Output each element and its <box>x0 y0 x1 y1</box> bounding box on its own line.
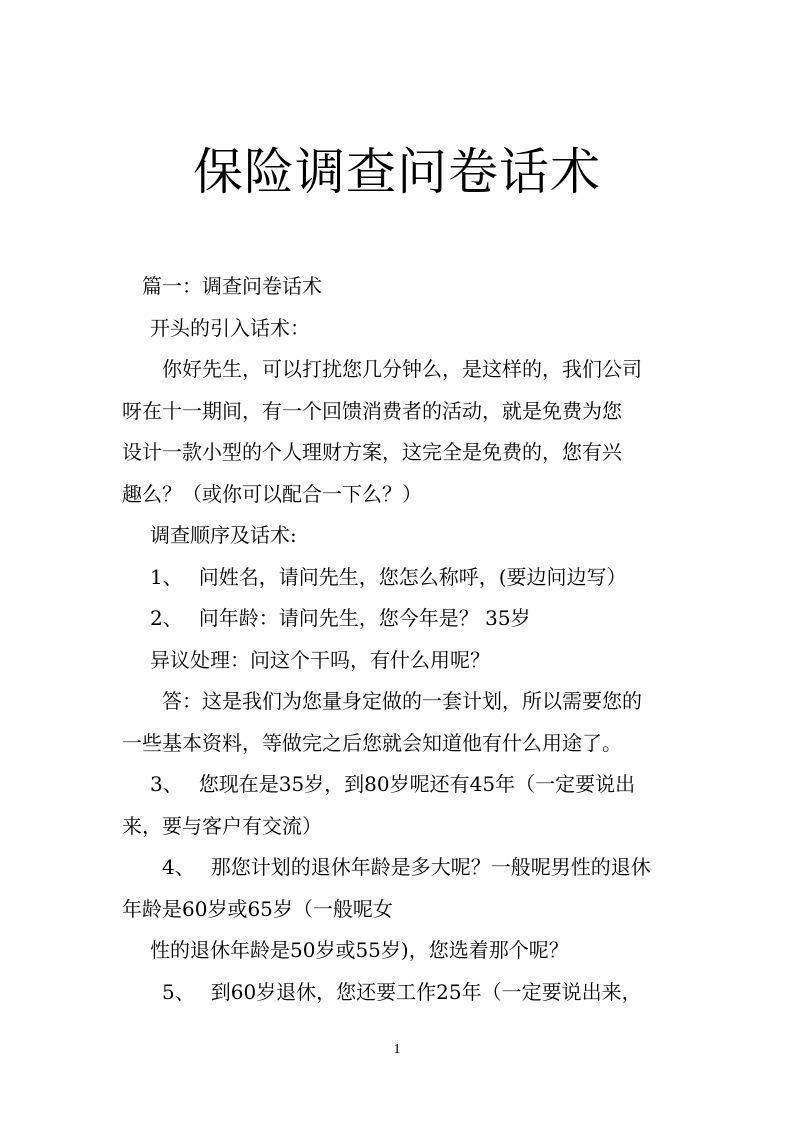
intro-paragraph-line: 呀在十一期间，有一个回馈消费者的活动，就是免费为您 <box>122 398 622 423</box>
objection-line: 异议处理：问这个干吗，有什么用呢？ <box>150 647 490 672</box>
section-heading: 篇一：调查问卷话术 <box>142 274 322 298</box>
question-text: 问姓名，请问先生，您怎么称呼，(要边问边写） <box>198 564 627 589</box>
question-text: 问年龄：请问先生，您今年是？ 35岁 <box>198 606 531 630</box>
question-item <box>122 557 682 599</box>
question-number: 1、 <box>150 564 183 589</box>
answer-line: 答：这是我们为您量身定做的一套计划，所以需要您的 <box>162 689 642 713</box>
intro-heading: 开头的引入话术： <box>150 315 310 340</box>
question-continuation: 年龄是60岁或65岁（一般呢女 <box>122 896 393 921</box>
question-continuation: 来，要与客户有交流） <box>122 813 322 838</box>
document-title: 保险调查问卷话术 <box>193 143 601 201</box>
question-number: 5、 <box>162 979 195 1004</box>
question-number: 2、 <box>150 606 183 630</box>
question-text: 您现在是35岁，到80岁呢还有45年（一定要说出 <box>198 772 636 796</box>
page-number: 1 <box>393 1042 401 1057</box>
question-continuation: 性的退休年龄是50岁或55岁)，您选着那个呢？ <box>150 938 569 962</box>
question-number: 4、 <box>162 855 195 879</box>
question-item <box>122 598 682 640</box>
intro-paragraph-line: 趣么？（或你可以配合一下么？） <box>122 481 422 506</box>
order-heading: 调查顺序及话术: <box>150 523 297 547</box>
intro-paragraph-line: 你好先生，可以打扰您几分钟么，是这样的，我们公司 <box>162 357 642 381</box>
question-text: 那您计划的退休年龄是多大呢？一般呢男性的退休 <box>210 855 651 879</box>
answer-line: 一些基本资料，等做完之后您就会知道他有什么用途了。 <box>122 730 622 755</box>
question-item <box>122 764 682 806</box>
question-item <box>122 847 682 889</box>
question-text: 到60岁退休，您还要工作25年（一定要说出来， <box>210 979 642 1004</box>
question-item <box>122 972 682 1014</box>
intro-paragraph-line: 设计一款小型的个人理财方案，这完全是免费的，您有兴 <box>122 440 622 464</box>
question-number: 3、 <box>150 772 183 796</box>
document-body <box>122 266 682 1013</box>
